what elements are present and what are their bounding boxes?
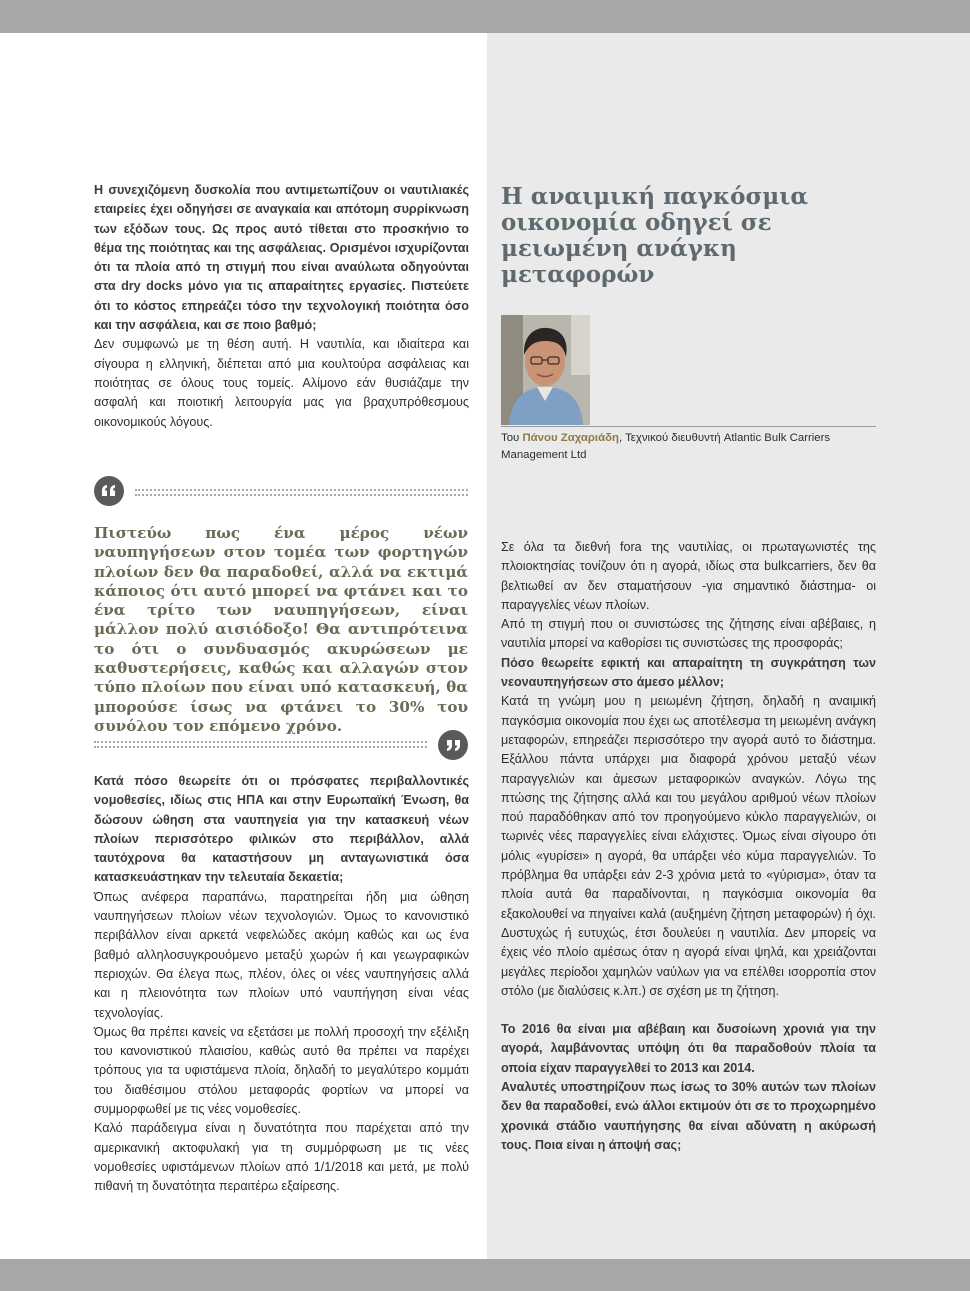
- left-column-bottom: [94, 772, 469, 1197]
- answer-paragraph: Κατά τη γνώμη μου η μειωμένη ζήτηση, δηλαδή η αναιμική παγκόσμια οικονομία που έχει ως αποτέλεσμα τη μειωμένη ανάγκη μεταφορών, επηρεάζει περισσότερο την αγορά αυτό το διάστημα. Εξάλλου πάντα υπάρχει μια διαφορά χρόνου μεταξύ νέων παραγγελιών και άμεσων μεταφορικών αναγκών. Λόγω της πτώσης της ζήτησης αλλά και του μεγάλου αριθμού νέων πλοίων πού παραδόθηκαν από τον προηγούμενο κύκλο παραγγελιών, οι τωρινές νέες παραγγελίες είναι ελάχιστες. Όμως είναι σίγουρο ότι μόλις «γυρίσει» η αγορά, θα υπάρξει νέο κύμα παραγγελιών. Το πρόβλημα θα υπάρξει εάν 2-3 χρόνια μετά το «γύρισμα», όταν τα πλοία αυτά θα παραδίνονται, η παγκόσμια οικονομία θα εξακολουθεί να πηγαίνει καλά (αυξημένη ζήτηση μεταφορών) ή όχι. Δυστυχώς ή ευτυχώς, έτσι δουλεύει η ναυτιλία. Δεν μπορείς να έχεις νέο πλοίο αμέσως όταν η αγορά είναι ψηλά, και χρειάζονται μεγάλες περίοδοι χαμηλών ναύλων για να επέλθει ισορροπία στον στόλο (με διαλύσεις κ.λπ.) σε σχέση με τη ζήτηση.: [501, 694, 876, 998]
- quote-divider-top: [135, 489, 468, 493]
- author-photo: [501, 315, 590, 425]
- answer-paragraph: Όπως ανέφερα παραπάνω, παρατηρείται ήδη μια ώθηση ναυπηγήσεων πλοίων νέων τεχνολογιών. Όμως το κανονιστικό περιβάλλον είναι αρκετά νεφελώδες ακόμη καθώς και ως ένα βαθμό αλληλοσυγκρουόμενο μεταξύ χωρών ή και γεωγραφικών περιοχών. Θα έλεγα πως, πλέον, όλες οι νέες ναυπηγήσεις αλλά και η πλειονότητα των πλοίων υπό ναυπήγηση είναι νέας τεχνολογίας.: [94, 889, 469, 1020]
- article-title: Η αναιμική παγκόσμια οικονομία οδηγεί σε μειωμένη ανάγκη μεταφορών: [501, 183, 809, 288]
- question-paragraph: Το 2016 θα είναι μια αβέβαιη και δυσοίωνη χρονιά για την αγορά, λαμβάνοντας υπόψη ότι θα παραδοθούν πλοία τα οποία είχαν παραγγελθεί το 2013 και 2014.: [501, 1022, 876, 1075]
- caption-divider: [501, 426, 876, 427]
- right-column: [501, 538, 876, 1155]
- question-paragraph: Κατά πόσο θεωρείτε ότι οι πρόσφατες περιβαλλοντικές νομοθεσίες, ιδίως στις ΗΠΑ και στην Ευρωπαϊκή Ένωση, θα δώσουν ώθηση στα ναυπηγεία για την κατασκευή νέων πλοίων περισσότερο φιλικών στο περιβάλλον, αλλά ταυτόχρονα θα καταστήσουν μη ανταγωνιστικά όσα κατασκευάστηκαν την τελευταία δεκαετία;: [94, 774, 469, 885]
- quote-divider-bottom-2: [94, 746, 427, 750]
- answer-paragraph: Από τη στιγμή που οι συνιστώσες της ζήτησης είναι αβέβαιες, η ναυτιλία μπορεί να καθορίσει τις συνιστώσες της προσφοράς;: [501, 617, 876, 651]
- answer-paragraph: Όμως θα πρέπει κανείς να εξετάσει με πολλή προσοχή την εξέλιξη του κανονιστικού πλαισίου, καθώς αυτό θα πρέπει να παρέχει τρόπους για τα υφιστάμενα πλοία, δηλαδή το μεγαλύτερο κομμάτι του διαθέσιμου στόλου μεταφοράς φορτίων να μπορεί να συμμορφωθεί με τις νέες νομοθεσίες.: [94, 1024, 469, 1117]
- question-paragraph: Αναλυτές υποστηρίζουν πως ίσως το 30% αυτών των πλοίων δεν θα παραδοθεί, ενώ άλλοι εκτιμούν ότι σε το προχωρημένο χρονικά στάδιο ναυπήγησης θα είναι αδύνατη η ακύρωσή τους. Ποια είναι η άποψή σας;: [501, 1080, 876, 1152]
- top-bar: [0, 0, 970, 33]
- pull-quote: Πιστεύω πως ένα μέρος νέων ναυπηγήσεων στον τομέα των φορτηγών πλοίων δεν θα παραδοθεί, αλλά να εκτιμά κάποιος ότι αυτό μπορεί να φτάνει και το ένα τρίτο των ναυπηγήσεων, είναι μάλλον πολύ αισιόδοξο! Θα αντιπρότεινα το ότι ο συνδυασμός ακυρώσεων με καθυστερήσεις, καθώς και αλλαγών στον τύπο πλοίων που είναι υπό κατασκευή, θα μπορούσε ίσως να φτάνει το 30% του συνόλου τον επόμενο χρόνο.: [94, 524, 468, 735]
- quote-divider-top-2: [135, 494, 468, 498]
- quote-divider-bottom: [94, 741, 427, 745]
- close-quote-icon: [438, 730, 468, 760]
- bottom-bar: [0, 1259, 970, 1291]
- answer-paragraph: Δεν συμφωνώ με τη θέση αυτή. Η ναυτιλία, και ιδιαίτερα και σίγουρα η ελληνική, διέπεται από μια κουλτούρα ασφάλειας και ποιότητας σε όλους τους τομείς. Αλίμονο εάν θυσιάζαμε την ασφαλή και ποιοτική λειτουργία μας για βραχυπρόθεσμους οικονομικούς λόγους.: [94, 337, 469, 429]
- author-title: , Τεχνικού διευθυντή Atlantic Bulk Carriers Management Ltd: [501, 432, 831, 461]
- answer-paragraph: Καλό παράδειγμα είναι η δυνατότητα που παρέχεται από την αμερικανική ακτοφυλακή για τη συμμόρφωση με τις νέες νομοθεσίες υφιστάμενων πλοίων από 1/1/2018 και μετά, με πολύ πιθανή τη δυνατότητα περαιτέρω εξαίρεσης.: [94, 1121, 469, 1194]
- open-quote-icon: [94, 476, 124, 506]
- author-name: Πάνου Ζαχαριάδη: [522, 432, 619, 444]
- question-paragraph: Πόσο θεωρείτε εφικτή και απαραίτητη τη συγκράτηση των νεοναυπηγήσεων στο άμεσο μέλλον;: [501, 655, 876, 690]
- caption-prefix: Του: [501, 432, 523, 444]
- left-column-top: [94, 181, 469, 432]
- question-paragraph: Η συνεχιζόμενη δυσκολία που αντιμετωπίζουν οι ναυτιλιακές εταιρείες έχει οδηγήσει σε αναγκαία και απότομη συρρίκνωση των εξόδων τους. Ως προς αυτό τίθεται στο προσκήνιο το θέμα της ποιότητας και της ασφάλειας. Ορισμένοι ισχυρίζονται ότι τα πλοία από τη στιγμή που είναι αναύλωτα οδηγούνται στα dry docks μόνο για τις απαραίτητες εργασίες. Πιστεύετε ότι το κόστος επηρεάζει τόσο την τεχνολογική ποιότητα όσο και την ασφάλεια, και σε ποιο βαθμό;: [94, 183, 469, 333]
- answer-paragraph: Σε όλα τα διεθνή fora της ναυτιλίας, οι πρωταγωνιστές της πλοιοκτησίας τονίζουν ότι η αγορά, ιδίως στα bulkcarriers, δεν θα βελτιωθεί αν δεν σταματήσουν -για σημαντικό διάστημα- οι παραγγελίες νέων πλοίων.: [501, 540, 876, 612]
- author-caption: [501, 430, 876, 463]
